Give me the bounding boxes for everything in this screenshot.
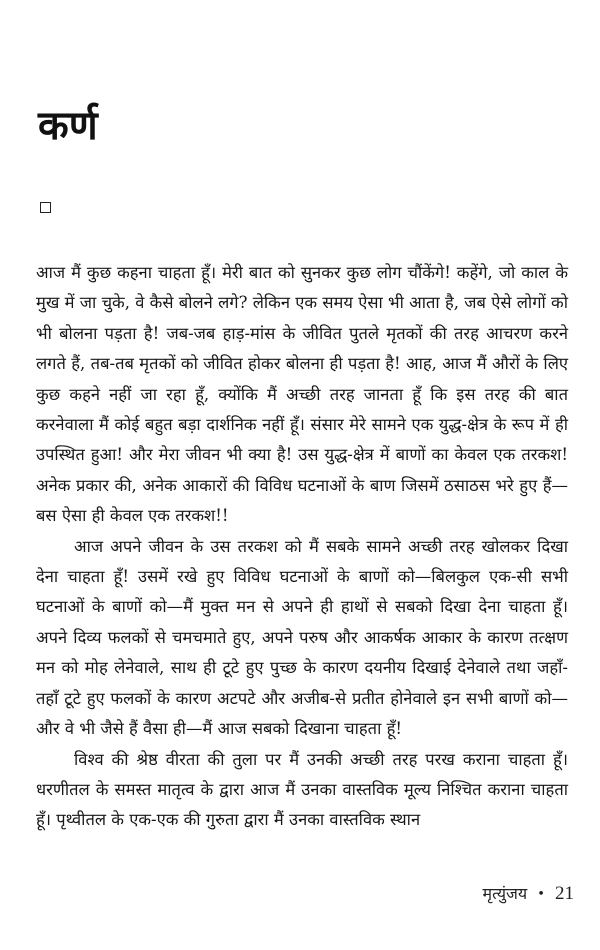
page-footer: [483, 882, 575, 905]
chapter-title: कर्ण: [38, 103, 98, 149]
footer-bullet: •: [537, 887, 545, 902]
section-marker-box: [40, 202, 51, 213]
paragraph: विश्व की श्रेष्ठ वीरता की तुला पर मैं उनकी अच्छी तरह परख कराना चाहता हूँ। धरणीतल के समस्त मातृत्व के द्वारा आज मैं उनका वास्तविक मूल्य निश्चित कराना चाहता हूँ। पृथ्वीतल के एक-एक की गुरुता द्वारा मैं उनका वास्तविक स्थान: [36, 749, 568, 830]
paragraph: आज अपने जीवन के उस तरकश को मैं सबके सामने अच्छी तरह खोलकर दिखा देना चाहता हूँ! उसमें रखे हुए विविध घटनाओं के बाणों को—बिलकुल एक-सी सभी घटनाओं के बाणों को—मैं मुक्त मन से अपने ही हाथों से सबको दिखा देना चाहता हूँ। अपने दिव्य फलकों से चमचमाते हुए, अपने परुष और आकर्षक आकार के कारण तत्क्षण मन को मोह लेनेवाले, साथ ही टूटे हुए पुच्छ के कारण दयनीय दिखाई देनेवाले तथा जहाँ-तहाँ टूटे हुए फलकों के कारण अटपटे और अजीब-से प्रतीत होनेवाले इन सभी बाणों को—और वे भी जैसे हैं वैसा ही—मैं आज सबको दिखाना चाहता हूँ!: [36, 536, 568, 739]
paragraph: आज मैं कुछ कहना चाहता हूँ। मेरी बात को सुनकर कुछ लोग चौंकेंगे! कहेंगे, जो काल के मुख में जा चुके, वे कैसे बोलने लगे? लेकिन एक समय ऐसा भी आता है, जब ऐसे लोगों को भी बोलना पड़ता है! जब-जब हाड़-मांस के जीवित पुतले मृतकों की तरह आचरण करने लगते हैं, तब-तब मृतकों को जीवित होकर बोलना ही पड़ता है! आह, आज मैं औरों के लिए कुछ कहने नहीं जा रहा हूँ, क्योंकि मैं अच्छी तरह जानता हूँ कि इस तरह की बात करनेवाला मैं कोई बहुत बड़ा दार्शनिक नहीं हूँ। संसार मेरे सामने एक युद्ध-क्षेत्र के रूप में ही उपस्थित हुआ! और मेरा जीवन भी क्या है! उस युद्ध-क्षेत्र में बाणों का केवल एक तरकश! अनेक प्रकार की, अनेक आकारों की विविध घटनाओं के बाण जिसमें ठसाठस भरे हुए हैं—बस ऐसा ही केवल एक तरकश!!: [36, 263, 568, 526]
running-book-title: मृत्युंजय: [482, 884, 528, 903]
body-text: [36, 258, 568, 836]
page-number: 21: [555, 883, 574, 904]
